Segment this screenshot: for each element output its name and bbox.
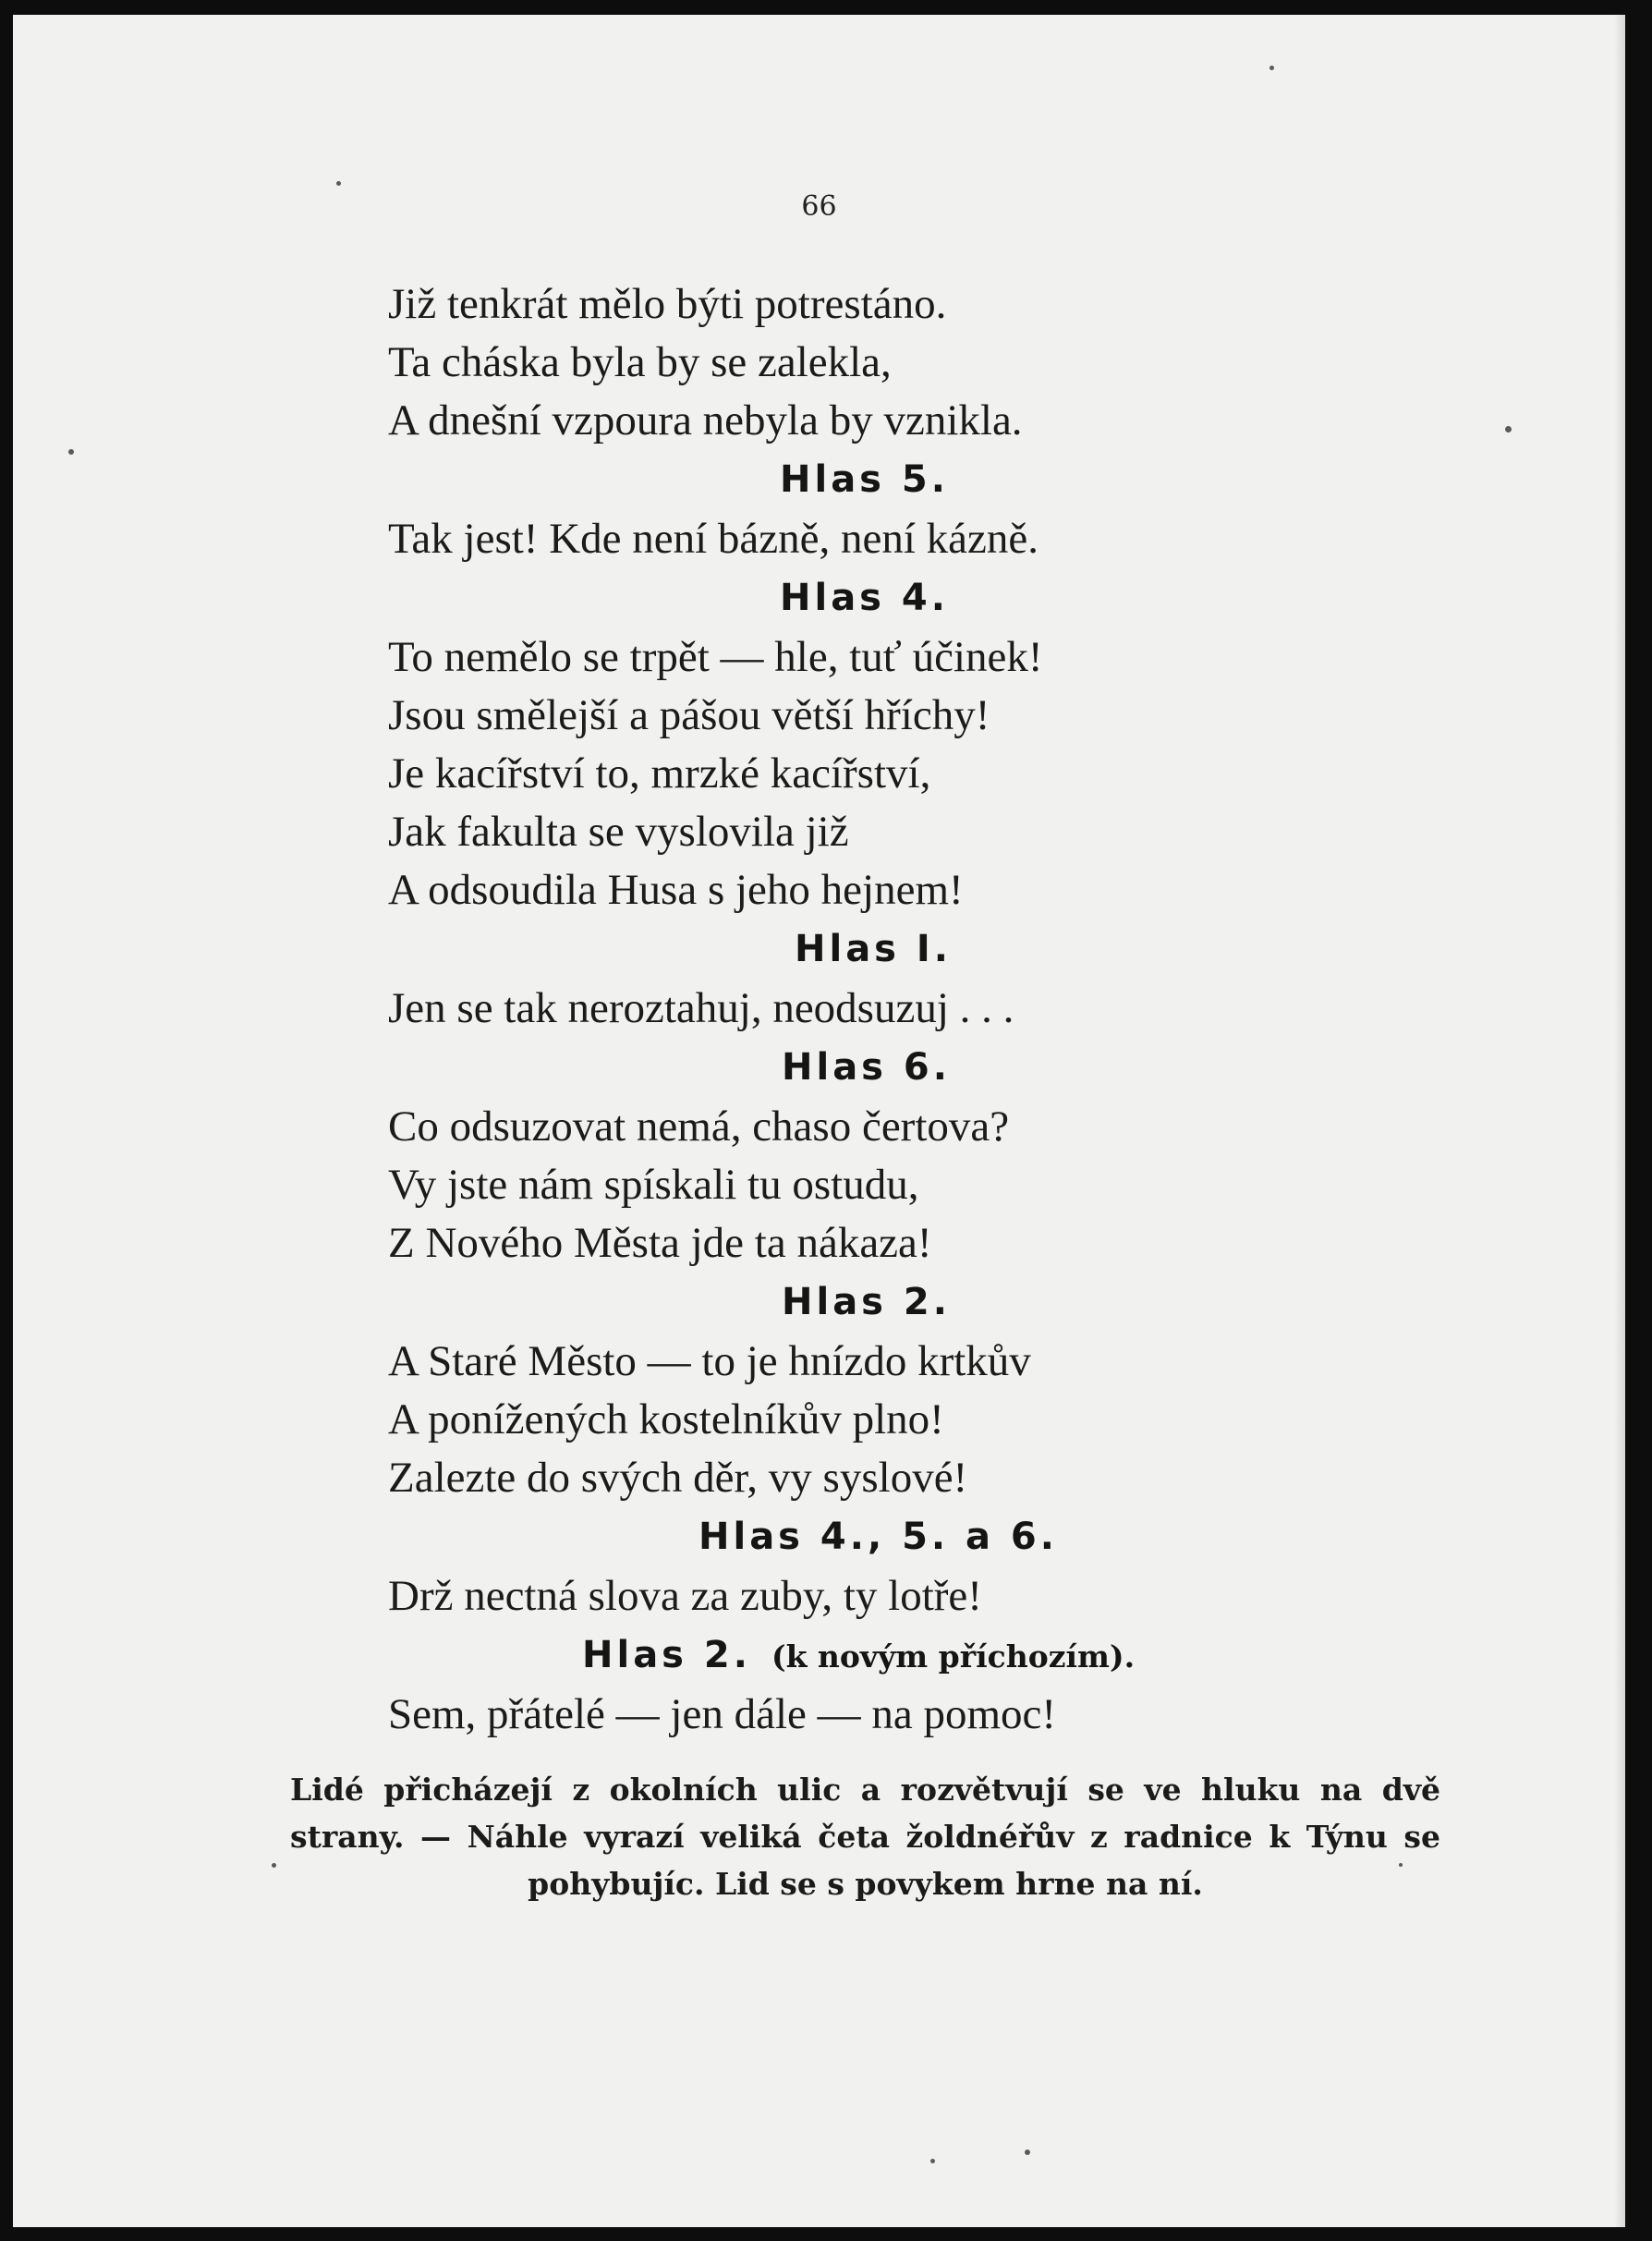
verse-line: Co odsuzovat nemá, chaso čertova? [388, 1102, 1010, 1151]
verse-line: Sem, přátelé — jen dále — na pomoc! [388, 1690, 1057, 1738]
speaker-name: Hlas 4. [780, 577, 949, 619]
speaker-heading [388, 450, 1497, 510]
verse-line: Drž nectná slova za zuby, ty lotře! [388, 1572, 982, 1620]
scan-speck [272, 1863, 276, 1868]
scan-speck [336, 181, 341, 186]
scan-speck [1269, 66, 1274, 70]
speaker-name: Hlas 4., 5. a 6. [698, 1516, 1058, 1558]
speaker-name: Hlas 5. [780, 458, 949, 501]
verse-line: Vy jste nám spískali tu ostudu, [388, 1161, 919, 1209]
verse-line: Jen se tak neroztahuj, neodsuzuj . . . [388, 984, 1014, 1032]
verse-text [388, 275, 1497, 1744]
scan-speck [1505, 426, 1512, 432]
speaker-heading [388, 568, 1497, 628]
book-page [13, 15, 1625, 2227]
verse-line: Zalezte do svých děr, vy syslové! [388, 1454, 968, 1502]
speaker-heading [388, 1273, 1497, 1333]
scan-speck [930, 2159, 935, 2163]
speaker-note: (k novým příchozím). [771, 1638, 1136, 1675]
speaker-name: Hlas 2. [782, 1281, 951, 1323]
verse-line: To nemělo se trpět — hle, tuť účinek! [388, 633, 1043, 681]
stage-direction: Lidé přicházejí z okolních ulic a rozvětvují se ve hluku na dvě strany. — Náhle vyrazí veliká četa žoldnéřův z radnice k Týnu se pohybujíc. Lid se s povykem hrne na ní. [290, 1772, 1440, 1902]
verse-line: Tak jest! Kde není bázně, není kázně. [388, 515, 1039, 563]
speaker-name: Hlas I. [795, 928, 952, 970]
verse-line: A ponížených kostelníkův plno! [388, 1395, 944, 1443]
verse-line: A Staré Město — to je hnízdo krtkův [388, 1337, 1031, 1385]
verse-line: Z Nového Města jde ta nákaza! [388, 1219, 932, 1267]
speaker-name: Hlas 2. [582, 1634, 751, 1676]
scan-speck [68, 449, 74, 455]
speaker-name: Hlas 6. [782, 1046, 951, 1089]
page-number: 66 [801, 190, 837, 223]
scan-speck [1025, 2150, 1030, 2155]
verse-line: A dnešní vzpoura nebyla by vznikla. [388, 396, 1023, 445]
verse-line: Již tenkrát mělo býti potrestáno. [388, 280, 947, 328]
verse-line: Ta cháska byla by se zalekla, [388, 338, 892, 386]
verse-line: A odsoudila Husa s jeho hejnem! [388, 866, 964, 914]
verse-line: Jak fakulta se vyslovila již [388, 808, 849, 856]
verse-line: Jsou smělejší a pášou větší hříchy! [388, 691, 990, 739]
scan-edge [1614, 15, 1625, 2227]
speaker-heading [388, 1507, 1497, 1567]
speaker-heading [388, 1038, 1497, 1098]
verse-line: Je kacířství to, mrzké kacířství, [388, 749, 931, 798]
speaker-heading [388, 1626, 1497, 1686]
speaker-heading [388, 920, 1497, 980]
